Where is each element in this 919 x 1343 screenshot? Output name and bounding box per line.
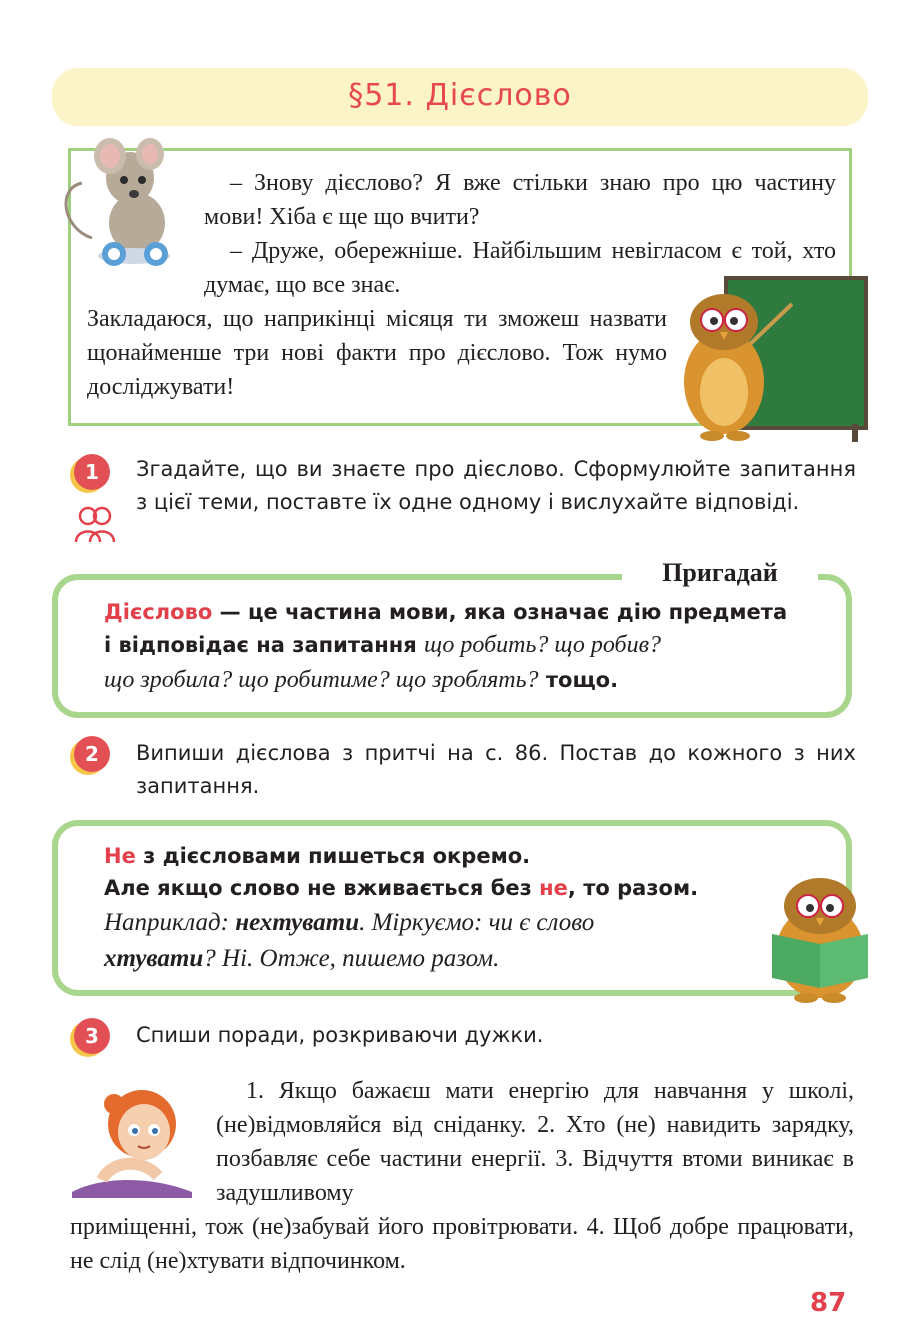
verb-questions-2: що зробила? що робитиме? що зроблять? (104, 667, 539, 693)
check-word: хтувати (104, 945, 204, 972)
owl-reading-illustration (758, 870, 873, 1005)
advice-paragraph-part-2: приміщенні, тож (не)забувай його провітрювати. 4. Щоб добре працювати, не слід (не)хтувати відпочинком. (70, 1214, 854, 1274)
remember-definition-line-3 (104, 664, 824, 697)
rule-conclusion: ? Ні. Отже, пишемо разом. (203, 945, 500, 972)
example-label: Наприклад: (104, 909, 236, 936)
particle-ne-1: Не (104, 844, 136, 868)
definition-part-2: і відповідає на запитання (104, 633, 425, 657)
rule-line-1-rest: з дієсловами пишеться окремо. (135, 844, 531, 868)
page-title: §51. Дієслово (348, 78, 572, 113)
task-2-text: Випиши дієслова з притчі на с. 86. Постав до кожного з них запитання. (136, 741, 856, 798)
mouse-illustration (52, 128, 192, 273)
task-number-1: 1 (74, 454, 110, 490)
rule-line-1 (104, 840, 824, 873)
definition-tail: тощо. (538, 668, 619, 692)
owl-dialog-continuation: Закладаюся, що наприкінці місяця ти зможеш назвати щонайменше три нові факти про дієслово. Тож нумо досліджувати! (87, 306, 667, 400)
owl-dialog-line: – Друже, обережніше. Найбільшим невігласом є той, хто думає, що все знає. (204, 238, 836, 298)
example-middle: . Міркуємо: чи є слово (359, 909, 595, 936)
pair-work-icon (72, 502, 118, 548)
rule-line-2-b: , то разом. (567, 876, 699, 900)
task-1-text: Згадайте, що ви знаєте про дієслово. Сформулюйте запитання з цієї теми, поставте їх одне одному і вислухайте відповіді. (136, 457, 856, 514)
rule-line-2 (104, 872, 824, 905)
remember-definition-line-1 (104, 596, 824, 629)
particle-ne-2: не (539, 876, 568, 900)
definition-part-1: — це частина мови, яка означає дію предмета (212, 600, 788, 624)
task-number-3: 3 (74, 1018, 110, 1054)
rule-line-2-a: Але якщо слово не вживається без (104, 876, 540, 900)
term-verb: Дієслово (104, 600, 213, 624)
rule-conclusion-line (104, 941, 724, 977)
title-banner (52, 68, 868, 126)
page-number: 87 (810, 1288, 847, 1318)
owl-teacher-illustration (676, 274, 871, 444)
remember-definition-line-2 (104, 629, 824, 662)
mouse-dialog-line: – Знову дієслово? Я вже стільки знаю про цю частину мови! Хіба є ще що вчити? (204, 170, 836, 230)
task-number-2: 2 (74, 736, 110, 772)
example-word: нехтувати (235, 909, 360, 936)
advice-paragraph-part-1: 1. Якщо бажаєш мати енергію для навчання у школі, (не)відмовляйся від сніданку. 2. Хто (не) навидить зарядку, позбавляє себе частини енергії. 3. Відчуття втоми виникає в задушливому (216, 1078, 854, 1206)
dialog-frame-edge (849, 148, 852, 278)
girl-exercise-illustration (62, 1080, 202, 1200)
rule-example-line (104, 905, 724, 941)
task-3-text: Спиши поради, розкриваючи дужки. (136, 1023, 544, 1047)
remember-label: Пригадай (662, 558, 778, 587)
verb-questions-1: що робить? що робив? (424, 632, 662, 658)
